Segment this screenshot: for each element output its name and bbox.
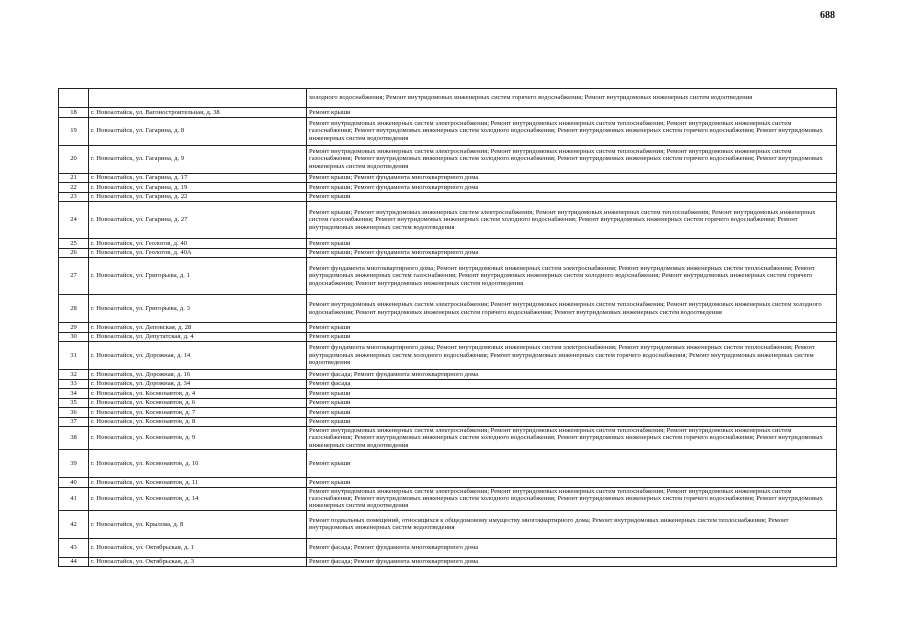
row-address: г. Новоалтайск, ул. Космонавтов, д. 9: [89, 427, 307, 450]
row-address: г. Новоалтайск, ул. Космонавтов, д. 14: [89, 487, 307, 510]
table-row: [59, 173, 837, 183]
row-address: г. Новоалтайск, ул. Космонавтов, д. 4: [89, 389, 307, 399]
row-works: Ремонт фасада; Ремонт фундамента многоквартирного дома: [307, 557, 837, 567]
row-works: Ремонт крыши: [307, 417, 837, 427]
row-address: г. Новоалтайск, ул. Гагарина, д. 17: [89, 173, 307, 183]
row-number: 18: [59, 108, 89, 118]
row-works: Ремонт крыши: [307, 239, 837, 249]
row-number: 20: [59, 145, 89, 173]
row-works: Ремонт подвальных помещений, относящихся к общедомовому имуществу многоквартирного дома; Ремонт внутридомовых инженерных систем теплоснабжения; Ремонт внутридомовых инженерных систем водоотведения: [307, 510, 837, 538]
row-number: 38: [59, 427, 89, 450]
row-address: г. Новоалтайск, ул. Космонавтов, д. 11: [89, 478, 307, 488]
row-number: 43: [59, 538, 89, 557]
row-number: 39: [59, 450, 89, 478]
row-number: 21: [59, 173, 89, 183]
table-row: [59, 202, 837, 239]
table-row: [59, 478, 837, 488]
works-table: [58, 88, 837, 567]
table-row: [59, 417, 837, 427]
row-works: Ремонт крыши; Ремонт внутридомовых инженерных систем электроснабжения; Ремонт внутридомовых инженерных систем теплоснабжения; Ремонт внутридомовых инженерных систем газоснабжения; Ремонт внутридомовых инженерных систем холодного водоснабжения; Ремонт внутридомовых инженерных систем горячего водоснабжения; Ремонт внутридомовых инженерных систем водоотведения: [307, 202, 837, 239]
row-works: Ремонт внутридомовых инженерных систем электроснабжения; Ремонт внутридомовых инженерных систем теплоснабжения; Ремонт внутридомовых инженерных систем газоснабжения; Ремонт внутридомовых инженерных систем холодного водоснабжения; Ремонт внутридомовых инженерных систем горячего водоснабжения; Ремонт внутридомовых инженерных систем водоотведения: [307, 145, 837, 173]
table-row: [59, 379, 837, 389]
row-works: Ремонт фундамента многоквартирного дома; Ремонт внутридомовых инженерных систем электроснабжения; Ремонт внутридомовых инженерных систем теплоснабжения; Ремонт внутридомовых инженерных систем холодного водоснабжения; Ремонт внутридомовых инженерных систем горячего водоснабжения; Ремонт внутридомовых инженерных систем водоотведения: [307, 342, 837, 370]
row-address: г. Новоалтайск, ул. Дорожная, д. 14: [89, 342, 307, 370]
table-row: [59, 192, 837, 202]
table-row: [59, 332, 837, 342]
row-number: 41: [59, 487, 89, 510]
row-number: 33: [59, 379, 89, 389]
row-works: Ремонт крыши: [307, 323, 837, 333]
row-number: 25: [59, 239, 89, 249]
row-address: г. Новоалтайск, ул. Гагарина, д. 8: [89, 117, 307, 145]
row-number: 30: [59, 332, 89, 342]
table-row: [59, 183, 837, 193]
row-address: г. Новоалтайск, ул. Гагарина, д. 9: [89, 145, 307, 173]
row-works: Ремонт крыши; Ремонт фундамента многоквартирного дома: [307, 248, 837, 258]
table-row: [59, 510, 837, 538]
row-works: Ремонт крыши: [307, 408, 837, 418]
table-row: [59, 145, 837, 173]
row-works: холодного водоснабжения; Ремонт внутридомовых инженерных систем горячего водоснабжения; Ремонт внутридомовых инженерных систем водоотведения: [307, 89, 837, 108]
row-number: 37: [59, 417, 89, 427]
row-address: г. Новоалтайск, ул. Космонавтов, д. 8: [89, 417, 307, 427]
row-number: 27: [59, 258, 89, 295]
row-works: Ремонт фасада; Ремонт фундамента многоквартирного дома: [307, 370, 837, 380]
row-address: г. Новоалтайск, ул. Григорьева, д. 1: [89, 258, 307, 295]
row-works: Ремонт внутридомовых инженерных систем электроснабжения; Ремонт внутридомовых инженерных систем теплоснабжения; Ремонт внутридомовых инженерных систем газоснабжения; Ремонт внутридомовых инженерных систем холодного водоснабжения; Ремонт внутридомовых инженерных систем горячего водоснабжения; Ремонт внутридомовых инженерных систем водоотведения: [307, 427, 837, 450]
row-works: Ремонт фасада: [307, 379, 837, 389]
row-works: Ремонт внутридомовых инженерных систем электроснабжения; Ремонт внутридомовых инженерных систем теплоснабжения; Ремонт внутридомовых инженерных систем газоснабжения; Ремонт внутридомовых инженерных систем холодного водоснабжения; Ремонт внутридомовых инженерных систем горячего водоснабжения; Ремонт внутридомовых инженерных систем водоотведения: [307, 487, 837, 510]
row-works: Ремонт крыши: [307, 108, 837, 118]
row-number: 42: [59, 510, 89, 538]
row-number: 32: [59, 370, 89, 380]
row-address: г. Новоалтайск, ул. Геологов, д. 40: [89, 239, 307, 249]
row-address: г. Новоалтайск, ул. Дорожная, д. 34: [89, 379, 307, 389]
table-row: [59, 389, 837, 399]
row-address: г. Новоалтайск, ул. Деповская, д. 28: [89, 323, 307, 333]
row-number: 31: [59, 342, 89, 370]
table-row: [59, 258, 837, 295]
row-address: г. Новоалтайск, ул. Гагарина, д. 22: [89, 192, 307, 202]
page-number: 688: [820, 10, 835, 21]
row-works: Ремонт фундамента многоквартирного дома; Ремонт внутридомовых инженерных систем электроснабжения; Ремонт внутридомовых инженерных систем теплоснабжения; Ремонт внутридомовых инженерных систем газоснабжения; Ремонт внутридомовых инженерных систем холодного водоснабжения; Ремонт внутридомовых инженерных систем горячего водоснабжения; Ремонт внутридомовых инженерных систем водоотведения: [307, 258, 837, 295]
table-row: [59, 117, 837, 145]
row-address: г. Новоалтайск, ул. Крылова, д. 8: [89, 510, 307, 538]
row-address: г. Новоалтайск, ул. Октябрьская, д. 3: [89, 557, 307, 567]
row-address: [89, 89, 307, 108]
row-works: Ремонт крыши: [307, 192, 837, 202]
row-address: г. Новоалтайск, ул. Гагарина, д. 19: [89, 183, 307, 193]
row-works: Ремонт крыши: [307, 389, 837, 399]
table-row: [59, 295, 837, 323]
works-table-body: [59, 89, 837, 567]
row-number: [59, 89, 89, 108]
row-address: г. Новоалтайск, ул. Вагоностроительная, д. 38: [89, 108, 307, 118]
row-works: Ремонт внутридомовых инженерных систем электроснабжения; Ремонт внутридомовых инженерных систем теплоснабжения; Ремонт внутридомовых инженерных систем газоснабжения; Ремонт внутридомовых инженерных систем холодного водоснабжения; Ремонт внутридомовых инженерных систем горячего водоснабжения; Ремонт внутридомовых инженерных систем водоотведения: [307, 117, 837, 145]
row-number: 19: [59, 117, 89, 145]
row-works: Ремонт крыши: [307, 332, 837, 342]
row-number: 36: [59, 408, 89, 418]
table-row: [59, 89, 837, 108]
table-row: [59, 248, 837, 258]
row-works: Ремонт крыши: [307, 450, 837, 478]
table-row: [59, 427, 837, 450]
table-row: [59, 487, 837, 510]
table-row: [59, 408, 837, 418]
row-address: г. Новоалтайск, ул. Григорьева, д. 3: [89, 295, 307, 323]
table-row: [59, 239, 837, 249]
row-number: 34: [59, 389, 89, 399]
table-row: [59, 370, 837, 380]
table-row: [59, 108, 837, 118]
row-address: г. Новоалтайск, ул. Дорожная, д. 16: [89, 370, 307, 380]
row-number: 24: [59, 202, 89, 239]
table-row: [59, 398, 837, 408]
row-address: г. Новоалтайск, ул. Космонавтов, д. 7: [89, 408, 307, 418]
row-number: 22: [59, 183, 89, 193]
row-address: г. Новоалтайск, ул. Октябрьская, д. 1: [89, 538, 307, 557]
row-address: г. Новоалтайск, ул. Космонавтов, д. 6: [89, 398, 307, 408]
table-row: [59, 342, 837, 370]
row-number: 44: [59, 557, 89, 567]
row-address: г. Новоалтайск, ул. Гагарина, д. 27: [89, 202, 307, 239]
row-works: Ремонт внутридомовых инженерных систем электроснабжения; Ремонт внутридомовых инженерных систем теплоснабжения; Ремонт внутридомовых инженерных систем холодного водоснабжения; Ремонт внутридомовых инженерных систем горячего водоснабжения; Ремонт внутридомовых инженерных систем водоотведения: [307, 295, 837, 323]
row-number: 23: [59, 192, 89, 202]
row-address: г. Новоалтайск, ул. Геологов, д. 40А: [89, 248, 307, 258]
row-number: 28: [59, 295, 89, 323]
row-works: Ремонт крыши: [307, 398, 837, 408]
row-address: г. Новоалтайск, ул. Космонавтов, д. 10: [89, 450, 307, 478]
row-number: 35: [59, 398, 89, 408]
row-works: Ремонт крыши; Ремонт фундамента многоквартирного дома: [307, 183, 837, 193]
row-address: г. Новоалтайск, ул. Депутатская, д. 4: [89, 332, 307, 342]
table-row: [59, 323, 837, 333]
row-works: Ремонт крыши; Ремонт фундамента многоквартирного дома: [307, 173, 837, 183]
table-row: [59, 538, 837, 557]
table-row: [59, 450, 837, 478]
row-number: 29: [59, 323, 89, 333]
row-number: 26: [59, 248, 89, 258]
row-number: 40: [59, 478, 89, 488]
row-works: Ремонт крыши: [307, 478, 837, 488]
row-works: Ремонт фасада; Ремонт фундамента многоквартирного дома: [307, 538, 837, 557]
table-row: [59, 557, 837, 567]
